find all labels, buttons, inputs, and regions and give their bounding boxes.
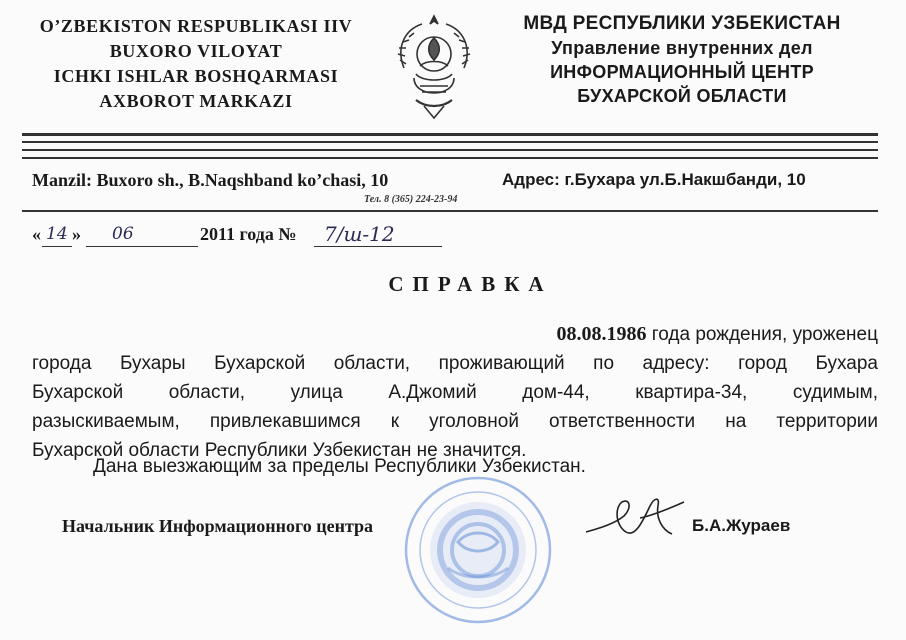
address-divider (22, 210, 878, 212)
address-uzbek: Manzil: Buxoro sh., B.Naqshband ko’chasi, 10 (32, 170, 389, 190)
header-divider-4 (22, 157, 878, 159)
body-line-3: Бухарской области, улица А.Джомий дом-44, квартира-34, судимым, (32, 382, 878, 403)
header-left-line-4: AXBOROT MARKAZI (99, 91, 293, 111)
day-underline (42, 246, 72, 247)
header-right-line-4: БУХАРСКОЙ ОБЛАСТИ (577, 86, 787, 106)
header-left-line-3: ICHKI ISHLAR BOSHQARMASI (53, 66, 339, 86)
header-divider-3 (22, 149, 878, 151)
header-divider-top (22, 133, 878, 136)
header-right-line-2: Управление внутренних дел (551, 38, 813, 58)
body-line-2: города Бухары Бухарской области, проживающий по адресу: город Бухара (32, 353, 878, 374)
body-line-1 (32, 320, 878, 349)
body-line-4: разыскиваемым, привлекавшимся к уголовной ответственности на территории (32, 411, 878, 432)
year-and-number-label: 2011 года № (200, 224, 297, 244)
header-right-line-1: МВД РЕСПУБЛИКИ УЗБЕКИСТАН (523, 13, 841, 34)
header-left-line-2: BUXORO VILOYAT (109, 41, 283, 61)
date-close-quote: » (72, 224, 81, 244)
handwritten-signature-icon (580, 488, 690, 548)
signatory-position: Начальник Информационного центра (62, 516, 374, 536)
date-number-line (32, 224, 472, 252)
document-title: СПРАВКА (388, 272, 553, 296)
date-of-birth: 08.08.1986 (556, 323, 647, 345)
month-underline (86, 246, 198, 247)
date-open-quote: « (32, 224, 41, 244)
body-line-5: Бухарской области Республики Узбекистан не значится. (32, 440, 527, 461)
official-stamp-icon (398, 450, 558, 630)
date-month-handwritten: 06 (112, 224, 134, 244)
body-line-1-rest: года рождения, уроженец (651, 324, 878, 345)
header-left-line-1: O’ZBEKISTON RESPUBLIKASI IIV (39, 16, 353, 36)
signatory-name: Б.А.Жураев (692, 516, 791, 535)
issued-for-statement: Дана выезжающим за пределы Республики Узбекистан. (93, 456, 586, 477)
date-day-handwritten: 14 (46, 224, 68, 244)
state-emblem-icon (386, 8, 482, 124)
certificate-body (32, 320, 878, 465)
header-divider-2 (22, 141, 878, 143)
document-number-handwritten: 7/ш-12 (324, 222, 395, 246)
number-underline (314, 246, 442, 247)
header-right-line-3: ИНФОРМАЦИОННЫЙ ЦЕНТР (550, 62, 814, 82)
header-right-russian (495, 12, 869, 108)
telephone-number: Тел. 8 (365) 224-23-94 (364, 194, 458, 205)
header-left-uzbek (20, 14, 372, 114)
address-russian: Адрес: г.Бухара ул.Б.Накшбанди, 10 (502, 170, 806, 189)
